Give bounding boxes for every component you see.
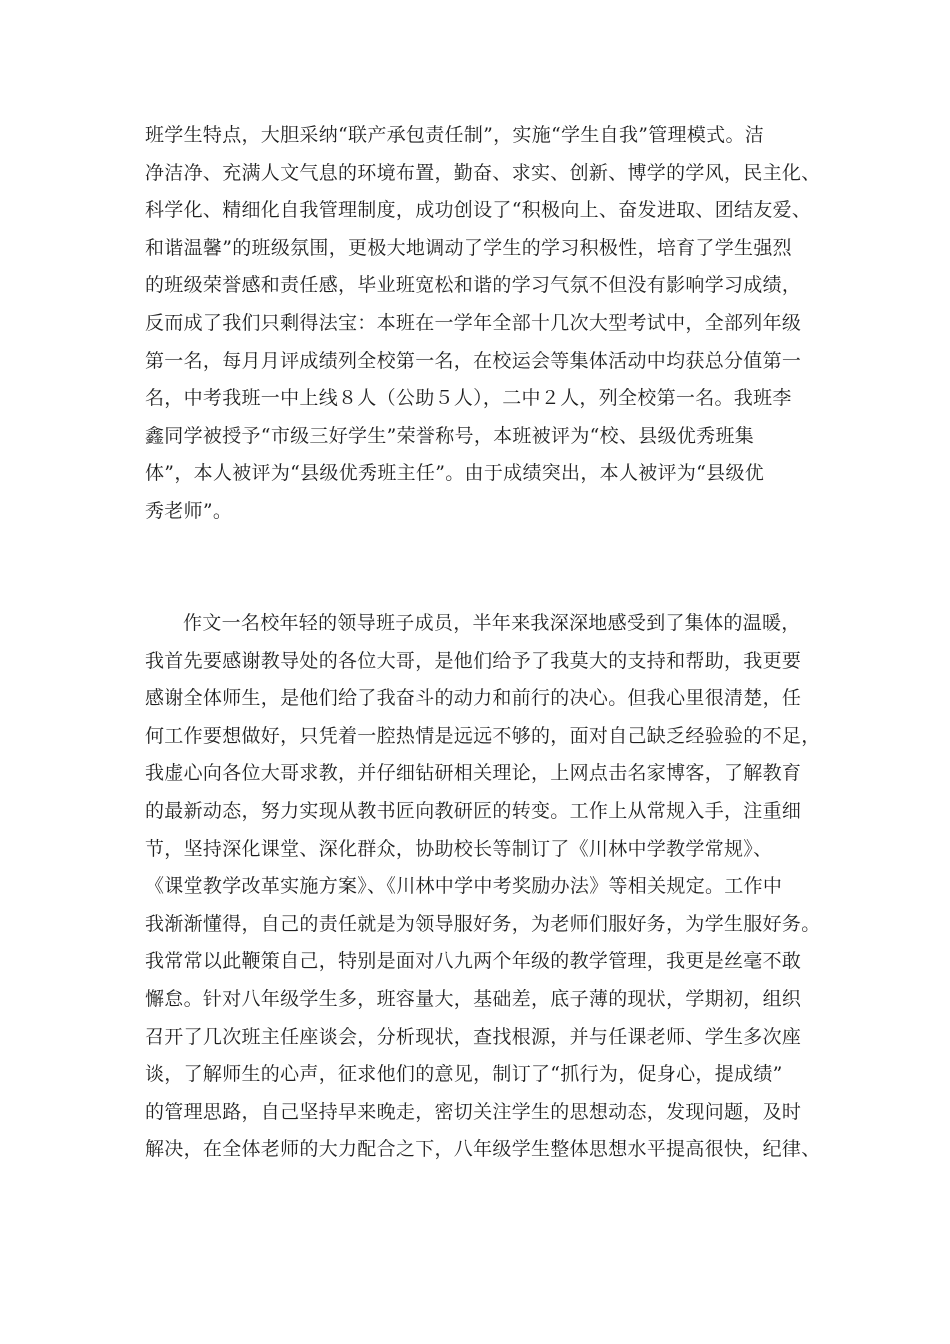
text-line: 召开了几次班主任座谈会，分析现状，查找根源，并与任课老师、学生多次座 (145, 1025, 802, 1048)
text-line: 何工作要想做好，只凭着一腔热情是远远不够的，面对自己缺乏经验验的不足， (145, 724, 821, 747)
text-line: 反而成了我们只剩得法宝：本班在一学年全部十几次大型考试中，全部列年级 (145, 311, 802, 334)
text-line: 感谢全体师生，是他们给了我奋斗的动力和前行的决心。但我心里很清楚，任 (145, 687, 802, 710)
text-line: 的管理思路，自己坚持早来晚走，密切关注学生的思想动态，发现问题，及时 (145, 1100, 802, 1123)
text-line: 我首先要感谢教导处的各位大哥，是他们给予了我莫大的支持和帮助，我更要 (145, 649, 802, 672)
paragraph-1 (145, 117, 821, 531)
text-line: 《课堂教学改革实施方案》、《川林中学中考奖励办法》等相关规定。工作中 (145, 875, 783, 898)
text-line: 体”，本人被评为“县级优秀班主任”。由于成绩突出，本人被评为“县级优 (145, 462, 765, 485)
text-line-indented: 作文一名校年轻的领导班子成员，半年来我深深地感受到了集体的温暖， (183, 612, 801, 634)
text-line: 的最新动态，努力实现从教书匠向教研匠的转变。工作上从常规入手，注重细 (145, 799, 802, 822)
text-line: 谈，了解师生的心声，征求他们的意见，制订了“抓行为，促身心，提成绩” (145, 1063, 783, 1086)
text-line: 我虚心向各位大哥求教，并仔细钻研相关理论，上网点击名家博客，了解教育 (145, 762, 802, 785)
text-line: 第一名，每月月评成绩列全校第一名，在校运会等集体活动中均获总分值第一 (145, 349, 802, 372)
text-line: 净洁净、充满人文气息的环境布置，勤奋、求实、创新、博学的学风，民主化、 (145, 161, 821, 184)
text-line: 秀老师”。 (145, 499, 233, 522)
text-line: 我常常以此鞭策自己，特别是面对八九两个年级的教学管理，我更是丝毫不敢 (145, 950, 802, 973)
text-line: 名，中考我班一中上线８人（公助５人），二中２人，列全校第一名。我班李 (145, 387, 792, 410)
text-line: 解决，在全体老师的大力配合之下，八年级学生整体思想水平提高很快，纪律、 (145, 1138, 821, 1161)
text-line: 班学生特点，大胆采纳“联产承包责任制”，实施“学生自我”管理模式。洁 (145, 124, 765, 146)
text-line: 节，坚持深化课堂、深化群众，协助校长等制订了《川林中学教学常规》、 (145, 837, 773, 860)
paragraph-2 (145, 605, 821, 1169)
text-line: 鑫同学被授予“市级三好学生”荣誉称号，本班被评为“校、县级优秀班集 (145, 424, 755, 447)
text-line: 懈怠。针对八年级学生多，班容量大，基础差，底子薄的现状，学期初，组织 (145, 987, 802, 1010)
text-line: 和谐温馨”的班级氛围，更极大地调动了学生的学习积极性，培育了学生强烈 (145, 236, 792, 259)
text-line: 我渐渐懂得，自己的责任就是为领导服好务，为老师们服好务，为学生服好务。 (145, 912, 821, 935)
text-line: 的班级荣誉感和责任感，毕业班宽松和谐的学习气氛不但没有影响学习成绩， (145, 274, 802, 297)
text-line: 科学化、精细化自我管理制度，成功创设了“积极向上、奋发进取、团结友爱、 (145, 199, 812, 222)
